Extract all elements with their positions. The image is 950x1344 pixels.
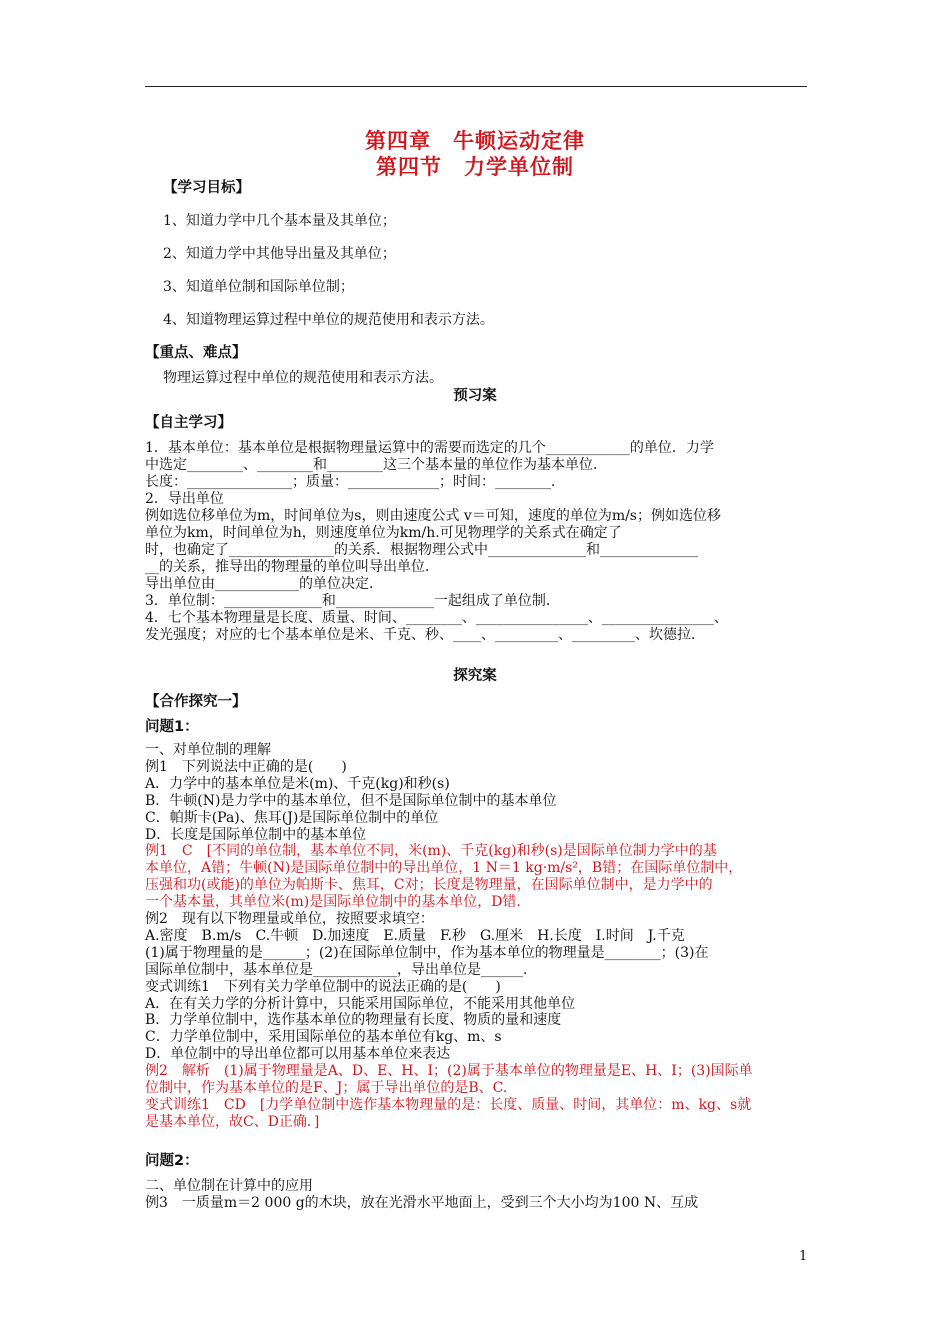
question-line: C．力学单位制中，采用国际单位的基本单位有kg、m、s <box>145 1029 502 1046</box>
self-study-heading: 【自主学习】 <box>145 415 232 431</box>
goals-heading: 【学习目标】 <box>163 180 250 196</box>
answer-line: 压强和功(或能)的单位为帕斯卡、焦耳，C对；长度是物理量，在国际单位制中，是力学中的 <box>145 877 713 894</box>
question-line: (1)属于物理量的是______；(2)在国际单位制中，作为基本单位的物理量是________；(3)在 <box>145 944 709 961</box>
goal-item: 3、知道单位制和国际单位制； <box>163 279 354 295</box>
answer-line: 位制中，作为基本单位的是F、J；属于导出单位的是B、C. <box>145 1080 508 1096</box>
preview-line: 3．单位制：______________和______________一起组成了单位制． <box>145 593 560 609</box>
cooperative-heading: 【合作探究一】 <box>145 694 247 710</box>
goal-item: 4、知道物理运算过程中单位的规范使用和表示方法。 <box>163 312 494 328</box>
answer-line: 变式训练1 CD [力学单位制中选作基本物理量的是：长度、质量、时间，其单位：m、kg、s就 <box>145 1096 752 1113</box>
question-line: 一、对单位制的理解 <box>145 742 271 758</box>
chapter-title: 第四章 牛顿运动定律 <box>365 129 585 153</box>
preview-heading: 预习案 <box>453 388 497 404</box>
preview-line: 4．七个基本物理量是长度、质量、时间、________、________________、________________、 <box>145 610 728 626</box>
question-line: A．力学中的基本单位是米(m)、千克(kg)和秒(s) <box>145 775 450 792</box>
header-rule <box>145 86 807 87</box>
question-line: C．帕斯卡(Pa)、焦耳(J)是国际单位制中的单位 <box>145 809 439 826</box>
key-points-heading: 【重点、难点】 <box>145 345 247 361</box>
preview-line: 导出单位由____________的单位决定． <box>145 576 383 592</box>
preview-line: __的关系，推导出的物理量的单位叫导出单位． <box>145 559 439 575</box>
question-line: 国际单位制中，基本单位是____________，导出单位是______. <box>145 961 528 978</box>
preview-line: 例如选位移单位为m，时间单位为s，则由速度公式 v＝可知，速度的单位为m/s；例如选位移 <box>145 508 721 524</box>
preview-line: 时，也确定了_______________的关系．根据物理公式中______________和______________ <box>145 542 698 558</box>
question-line: D．长度是国际单位制中的基本单位 <box>145 826 367 843</box>
question-2-line: 二、单位制在计算中的应用 <box>145 1178 313 1194</box>
answer-line: 例2 解析 (1)属于物理量是A、D、E、H、I；(2)属于基本单位的物理量是E、H、I；(3)国际单 <box>145 1063 753 1080</box>
preview-line: 单位为km，时间单位为h，则速度单位为km/h.可见物理学的关系式在确定了 <box>145 525 622 541</box>
question-line: D．单位制中的导出单位都可以用基本单位来表达 <box>145 1046 451 1063</box>
answer-line: 是基本单位，故C、D正确．] <box>145 1113 320 1130</box>
section-title: 第四节 力学单位制 <box>376 155 574 179</box>
preview-line: 中选定________、________和________这三个基本量的单位作为基本单位． <box>145 457 607 473</box>
preview-line: 长度：_______________；质量：_____________；时间：________． <box>145 474 565 490</box>
answer-line: 本单位，A错；牛顿(N)是国际单位制中的导出单位，1 N＝1 kg·m/s²，B错；在国际单位制中， <box>145 860 743 877</box>
question-line: A.密度 B.m/s C.牛顿 D.加速度 E.质量 F.秒 G.厘米 H.长度 I.时间 J.千克 <box>145 927 685 944</box>
answer-line: 一个基本量，其单位米(m)是国际单位制中的基本单位，D错． <box>145 894 531 911</box>
answer-line: 例1 C [不同的单位制，基本单位不同，米(m)、千克(kg)和秒(s)是国际单位制力学中的基 <box>145 843 717 860</box>
question-2-line: 例3 一质量m＝2 000 g的木块，放在光滑水平地面上，受到三个大小均为100 N、互成 <box>145 1195 699 1211</box>
goal-item: 1、知道力学中几个基本量及其单位； <box>163 213 396 229</box>
question-line: 例1 下列说法中正确的是( ) <box>145 758 347 775</box>
key-points-text: 物理运算过程中单位的规范使用和表示方法。 <box>163 370 443 386</box>
preview-line: 1．基本单位：基本单位是根据物理量运算中的需要而选定的几个____________的单位．力学 <box>145 440 714 456</box>
goal-item: 2、知道力学中其他导出量及其单位； <box>163 246 396 262</box>
question-line: B．牛顿(N)是力学中的基本单位，但不是国际单位制中的基本单位 <box>145 792 557 809</box>
preview-line: 2．导出单位 <box>145 491 224 507</box>
question-2-heading: 问题2： <box>145 1153 199 1169</box>
question-line: 例2 现有以下物理量或单位，按照要求填空： <box>145 911 434 927</box>
question-line: 变式训练1 下列有关力学单位制中的说法正确的是( ) <box>145 978 501 995</box>
preview-line: 发光强度；对应的七个基本单位是米、千克、秒、____、_________、_________、坎德拉． <box>145 627 705 643</box>
question-line: A．在有关力学的分析计算中，只能采用国际单位，不能采用其他单位 <box>145 995 576 1012</box>
explore-heading: 探究案 <box>453 668 497 684</box>
page-number: 1 <box>799 1249 808 1264</box>
question-1-heading: 问题1： <box>145 719 199 735</box>
question-line: B．力学单位制中，选作基本单位的物理量有长度、物质的量和速度 <box>145 1012 562 1029</box>
